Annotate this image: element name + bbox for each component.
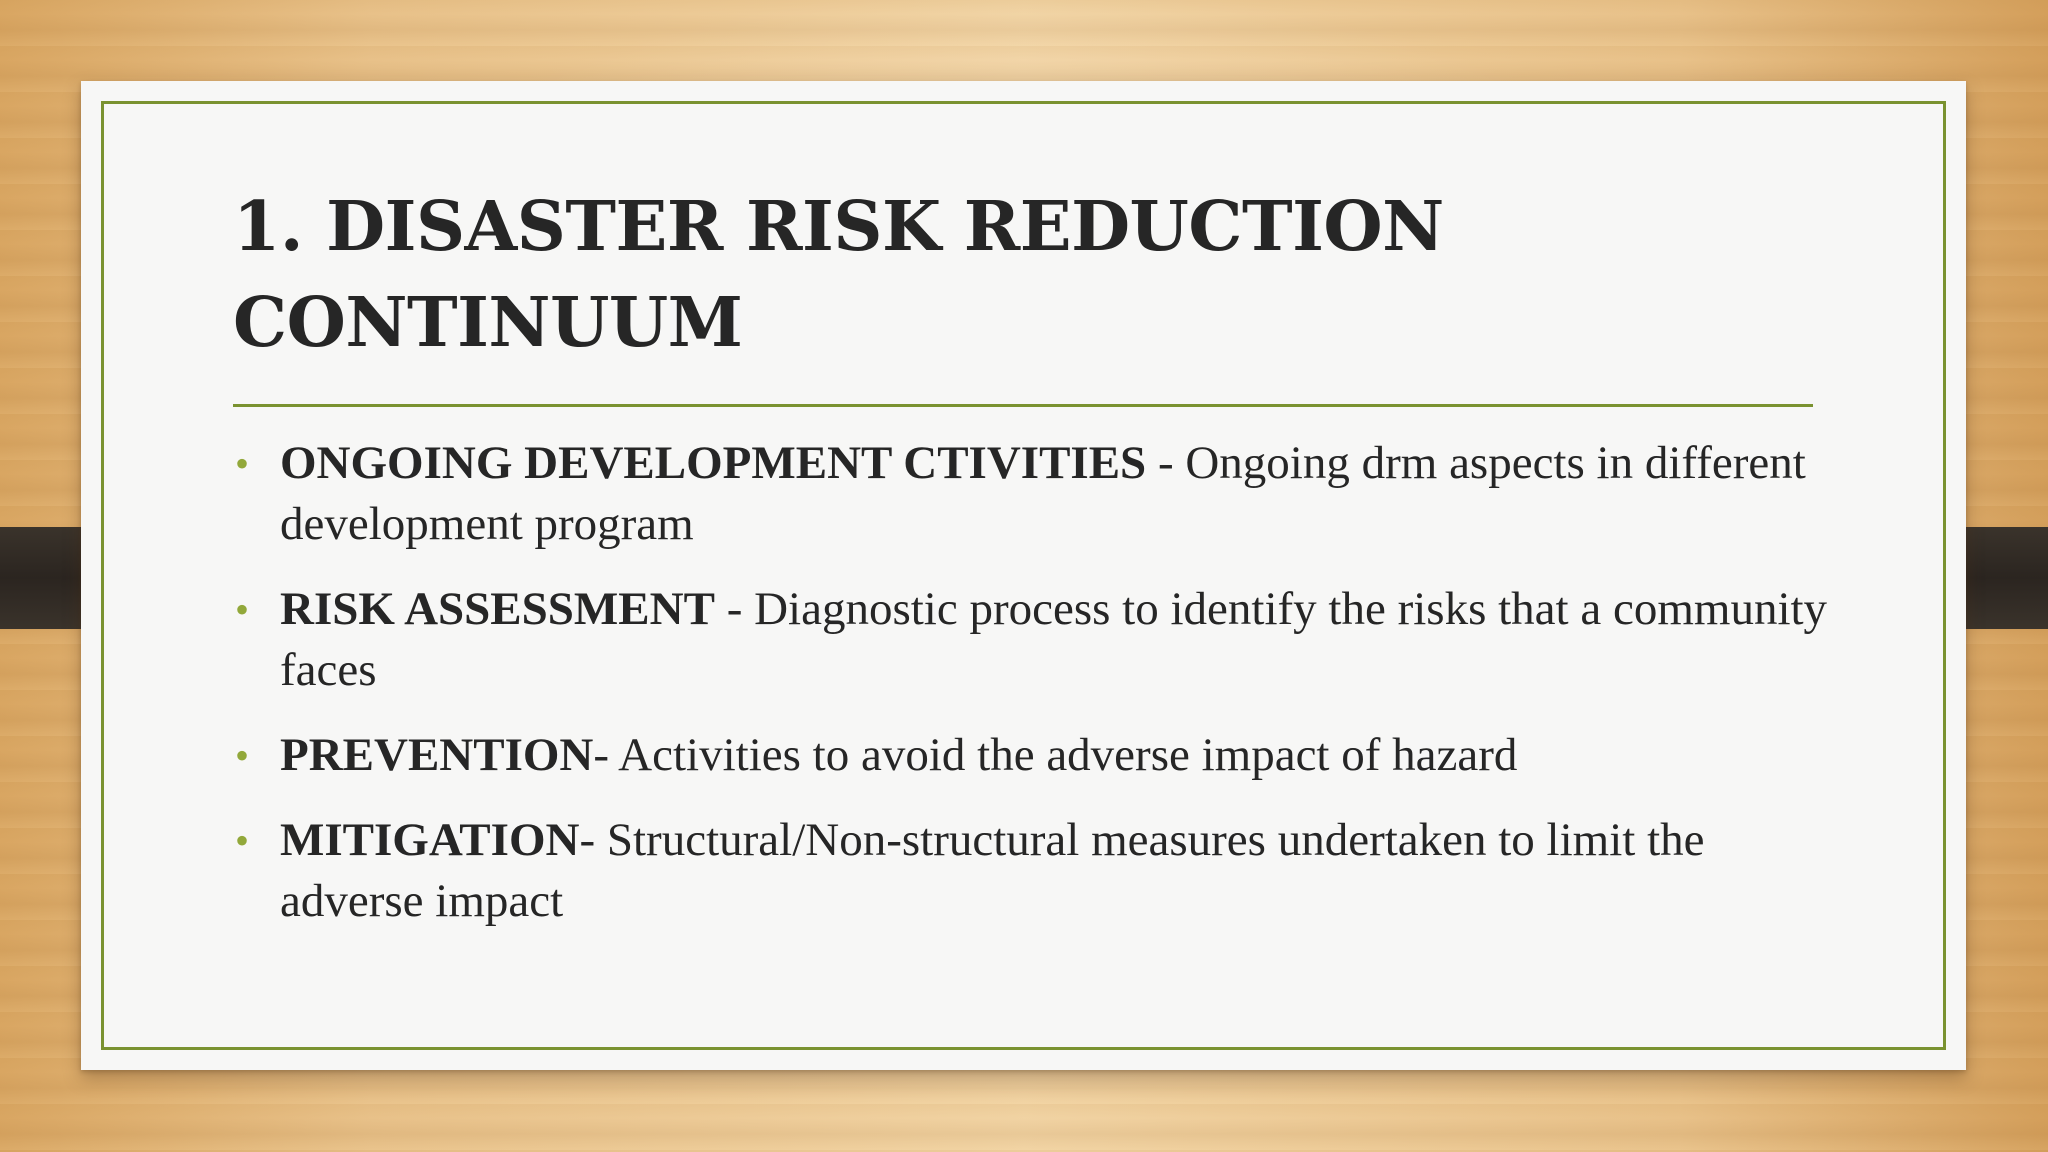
- bullet-item: [233, 579, 1833, 701]
- bullet-icon: •: [235, 818, 250, 863]
- bullet-item: [233, 810, 1833, 932]
- bullet-description: - Activities to avoid the adverse impact of hazard: [593, 729, 1518, 781]
- bullet-description: - Structural/Non-structural measures undertaken to limit the adverse impact: [280, 814, 1705, 927]
- bullet-description: - Diagnostic process to identify the risks that a community faces: [280, 583, 1828, 696]
- bullet-term: RISK ASSESSMENT: [280, 583, 715, 635]
- title-divider: [233, 404, 1813, 407]
- bullet-item: [233, 725, 1833, 786]
- slide-card: [81, 81, 1966, 1070]
- bullet-list: [233, 433, 1833, 956]
- bullet-term: MITIGATION: [280, 814, 580, 866]
- bullet-icon: •: [235, 587, 250, 632]
- bullet-item: [233, 433, 1833, 555]
- bullet-icon: •: [235, 733, 250, 778]
- bullet-description: - Ongoing drm aspects in different development program: [280, 437, 1806, 550]
- bullet-icon: •: [235, 441, 250, 486]
- bullet-term: PREVENTION: [280, 729, 594, 781]
- slide-title: 1. DISASTER RISK REDUCTION CONTINUUM: [233, 187, 1444, 363]
- bullet-term: ONGOING DEVELOPMENT CTIVITIES: [280, 437, 1147, 489]
